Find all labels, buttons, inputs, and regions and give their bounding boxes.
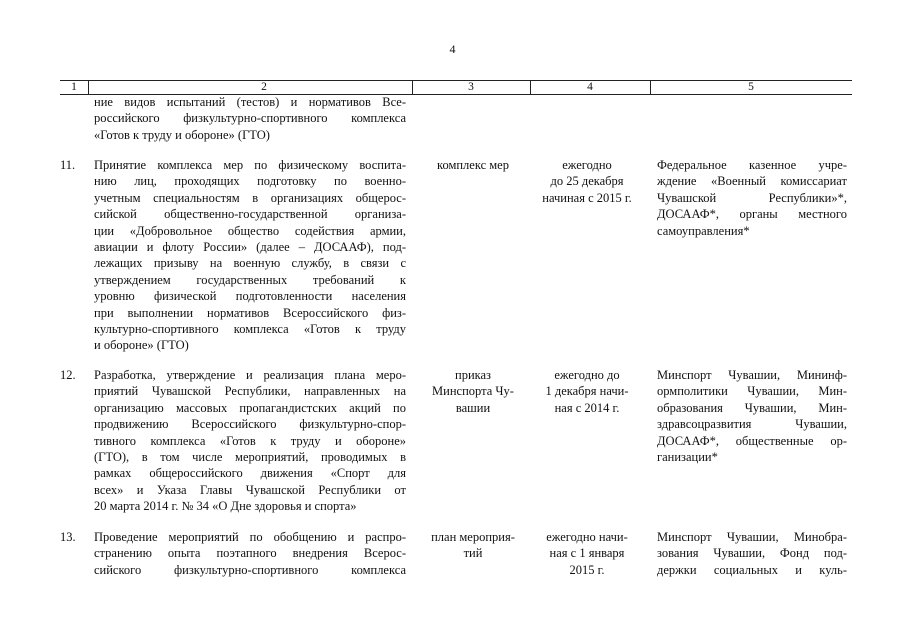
text-line: авиации и флоту России» (далее – ДОСААФ), под- — [94, 240, 406, 255]
text-line: план мероприя- — [431, 530, 515, 544]
text-line: ежегодно — [562, 158, 612, 172]
text-line: держки социальных и куль- — [657, 562, 847, 577]
deadline — [532, 529, 642, 578]
text-line: зования Чувашии, Фонд под- — [657, 546, 847, 561]
text-line: комплекс мер — [437, 158, 509, 172]
text-line: рамках общероссийского движения «Спорт для — [94, 466, 406, 481]
text-line: и обороне» (ГТО) — [94, 338, 189, 353]
text-line: тивного комплекса «Готов к труду и обороне» — [94, 433, 406, 448]
text-line: ежегодно начи- — [546, 530, 628, 544]
text-line: нию лиц, проходящих подготовку по военно- — [94, 174, 406, 189]
text-line: самоуправления* — [657, 223, 750, 238]
deadline — [532, 367, 642, 416]
table-header — [60, 80, 852, 95]
text-line: ние видов испытаний (тестов) и нормативов Все- — [94, 95, 406, 109]
text-line: сийского физкультурно-спортивного комплекса — [94, 562, 406, 577]
text-line: утверждением государственных требований к — [94, 272, 406, 287]
continuation-text — [94, 94, 406, 143]
text-line: Минспорт Чувашии, Минобра- — [657, 530, 847, 544]
text-line: Разработка, утверждение и реализация плана меро- — [94, 368, 406, 382]
text-line: ная с 1 января — [549, 546, 625, 561]
text-line: российского физкультурно-спортивного комплекса — [94, 111, 406, 126]
text-line: ганизации* — [657, 450, 718, 465]
text-line: вашии — [455, 400, 491, 415]
text-line: 20 марта 2014 г. № 34 «О Дне здоровья и спорта» — [94, 499, 357, 514]
deadline — [532, 157, 642, 206]
text-line: Минспорта Чу- — [432, 384, 514, 399]
page-number: 4 — [449, 42, 456, 56]
text-line: ждение «Военный комиссариат — [657, 174, 847, 189]
text-line: образования Чувашии, Мин- — [657, 400, 847, 415]
text-line: ции «Добровольное общество содействия армии, — [94, 223, 406, 238]
text-line: Минспорт Чувашии, Мининф- — [657, 368, 847, 382]
text-line: 2015 г. — [569, 562, 605, 577]
text-line: странению опыта поэтапного внедрения Всерос- — [94, 546, 406, 561]
responsible-executors — [657, 367, 847, 465]
text-line: приятий Чувашской Республики, направленных на — [94, 384, 406, 399]
text-line: сийской общественно-государственной организа- — [94, 207, 406, 222]
text-line: 1 декабря начи- — [545, 384, 629, 399]
text-line: Федеральное казенное учре- — [657, 158, 847, 172]
header-col-2: 2 — [261, 81, 267, 93]
measure-description — [94, 367, 406, 515]
row-number: 11. — [60, 158, 76, 172]
text-line: приказ — [455, 368, 491, 382]
header-col-4: 4 — [587, 81, 593, 93]
text-line: ДОСААФ*, общественные ор- — [657, 433, 847, 448]
text-line: организацию массовых пропагандистских акций по — [94, 400, 406, 415]
text-line: ежегодно до — [554, 368, 620, 382]
text-line: Проведение мероприятий по обобщению и распро- — [94, 530, 406, 544]
text-line: начиная с 2015 г. — [542, 190, 632, 205]
document-type — [418, 157, 528, 173]
text-line: лежащих призыву на военную службу, в связи с — [94, 256, 406, 271]
text-line: здравсоцразвития Чувашии, — [657, 417, 847, 432]
measure-description — [94, 157, 406, 354]
row-number: 12. — [60, 368, 76, 382]
header-col-5: 5 — [748, 81, 754, 93]
text-line: Чувашской Республики»*, — [657, 190, 847, 205]
text-line: при выполнении нормативов Всероссийского физ- — [94, 305, 406, 320]
text-line: ДОСААФ*, органы местного — [657, 207, 847, 222]
text-line: ная с 2014 г. — [554, 400, 620, 415]
text-line: всех» и Указа Главы Чувашской Республики от — [94, 482, 406, 497]
document-type — [418, 367, 528, 416]
text-line: (ГТО), в том числе мероприятий, проводимых в — [94, 450, 406, 465]
text-line: Принятие комплекса мер по физическому воспита- — [94, 158, 406, 172]
row-number: 13. — [60, 530, 76, 544]
text-line: учетным специальностям в организациях общерос- — [94, 190, 406, 205]
text-line: ормполитики Чувашии, Мин- — [657, 384, 847, 399]
text-line: уровню физической подготовленности населения — [94, 289, 406, 304]
text-line: продвижению Всероссийского физкультурно-спор- — [94, 417, 406, 432]
document-type — [418, 529, 528, 562]
responsible-executors — [657, 529, 847, 578]
measure-description — [94, 529, 406, 578]
header-col-1: 1 — [71, 81, 77, 93]
text-line: культурно-спортивного комплекса «Готов к труду — [94, 322, 406, 337]
responsible-executors — [657, 157, 847, 239]
text-line: тий — [463, 546, 483, 561]
header-col-3: 3 — [468, 81, 474, 93]
text-line: до 25 декабря — [550, 174, 624, 189]
text-line: «Готов к труду и обороне» (ГТО) — [94, 127, 270, 142]
